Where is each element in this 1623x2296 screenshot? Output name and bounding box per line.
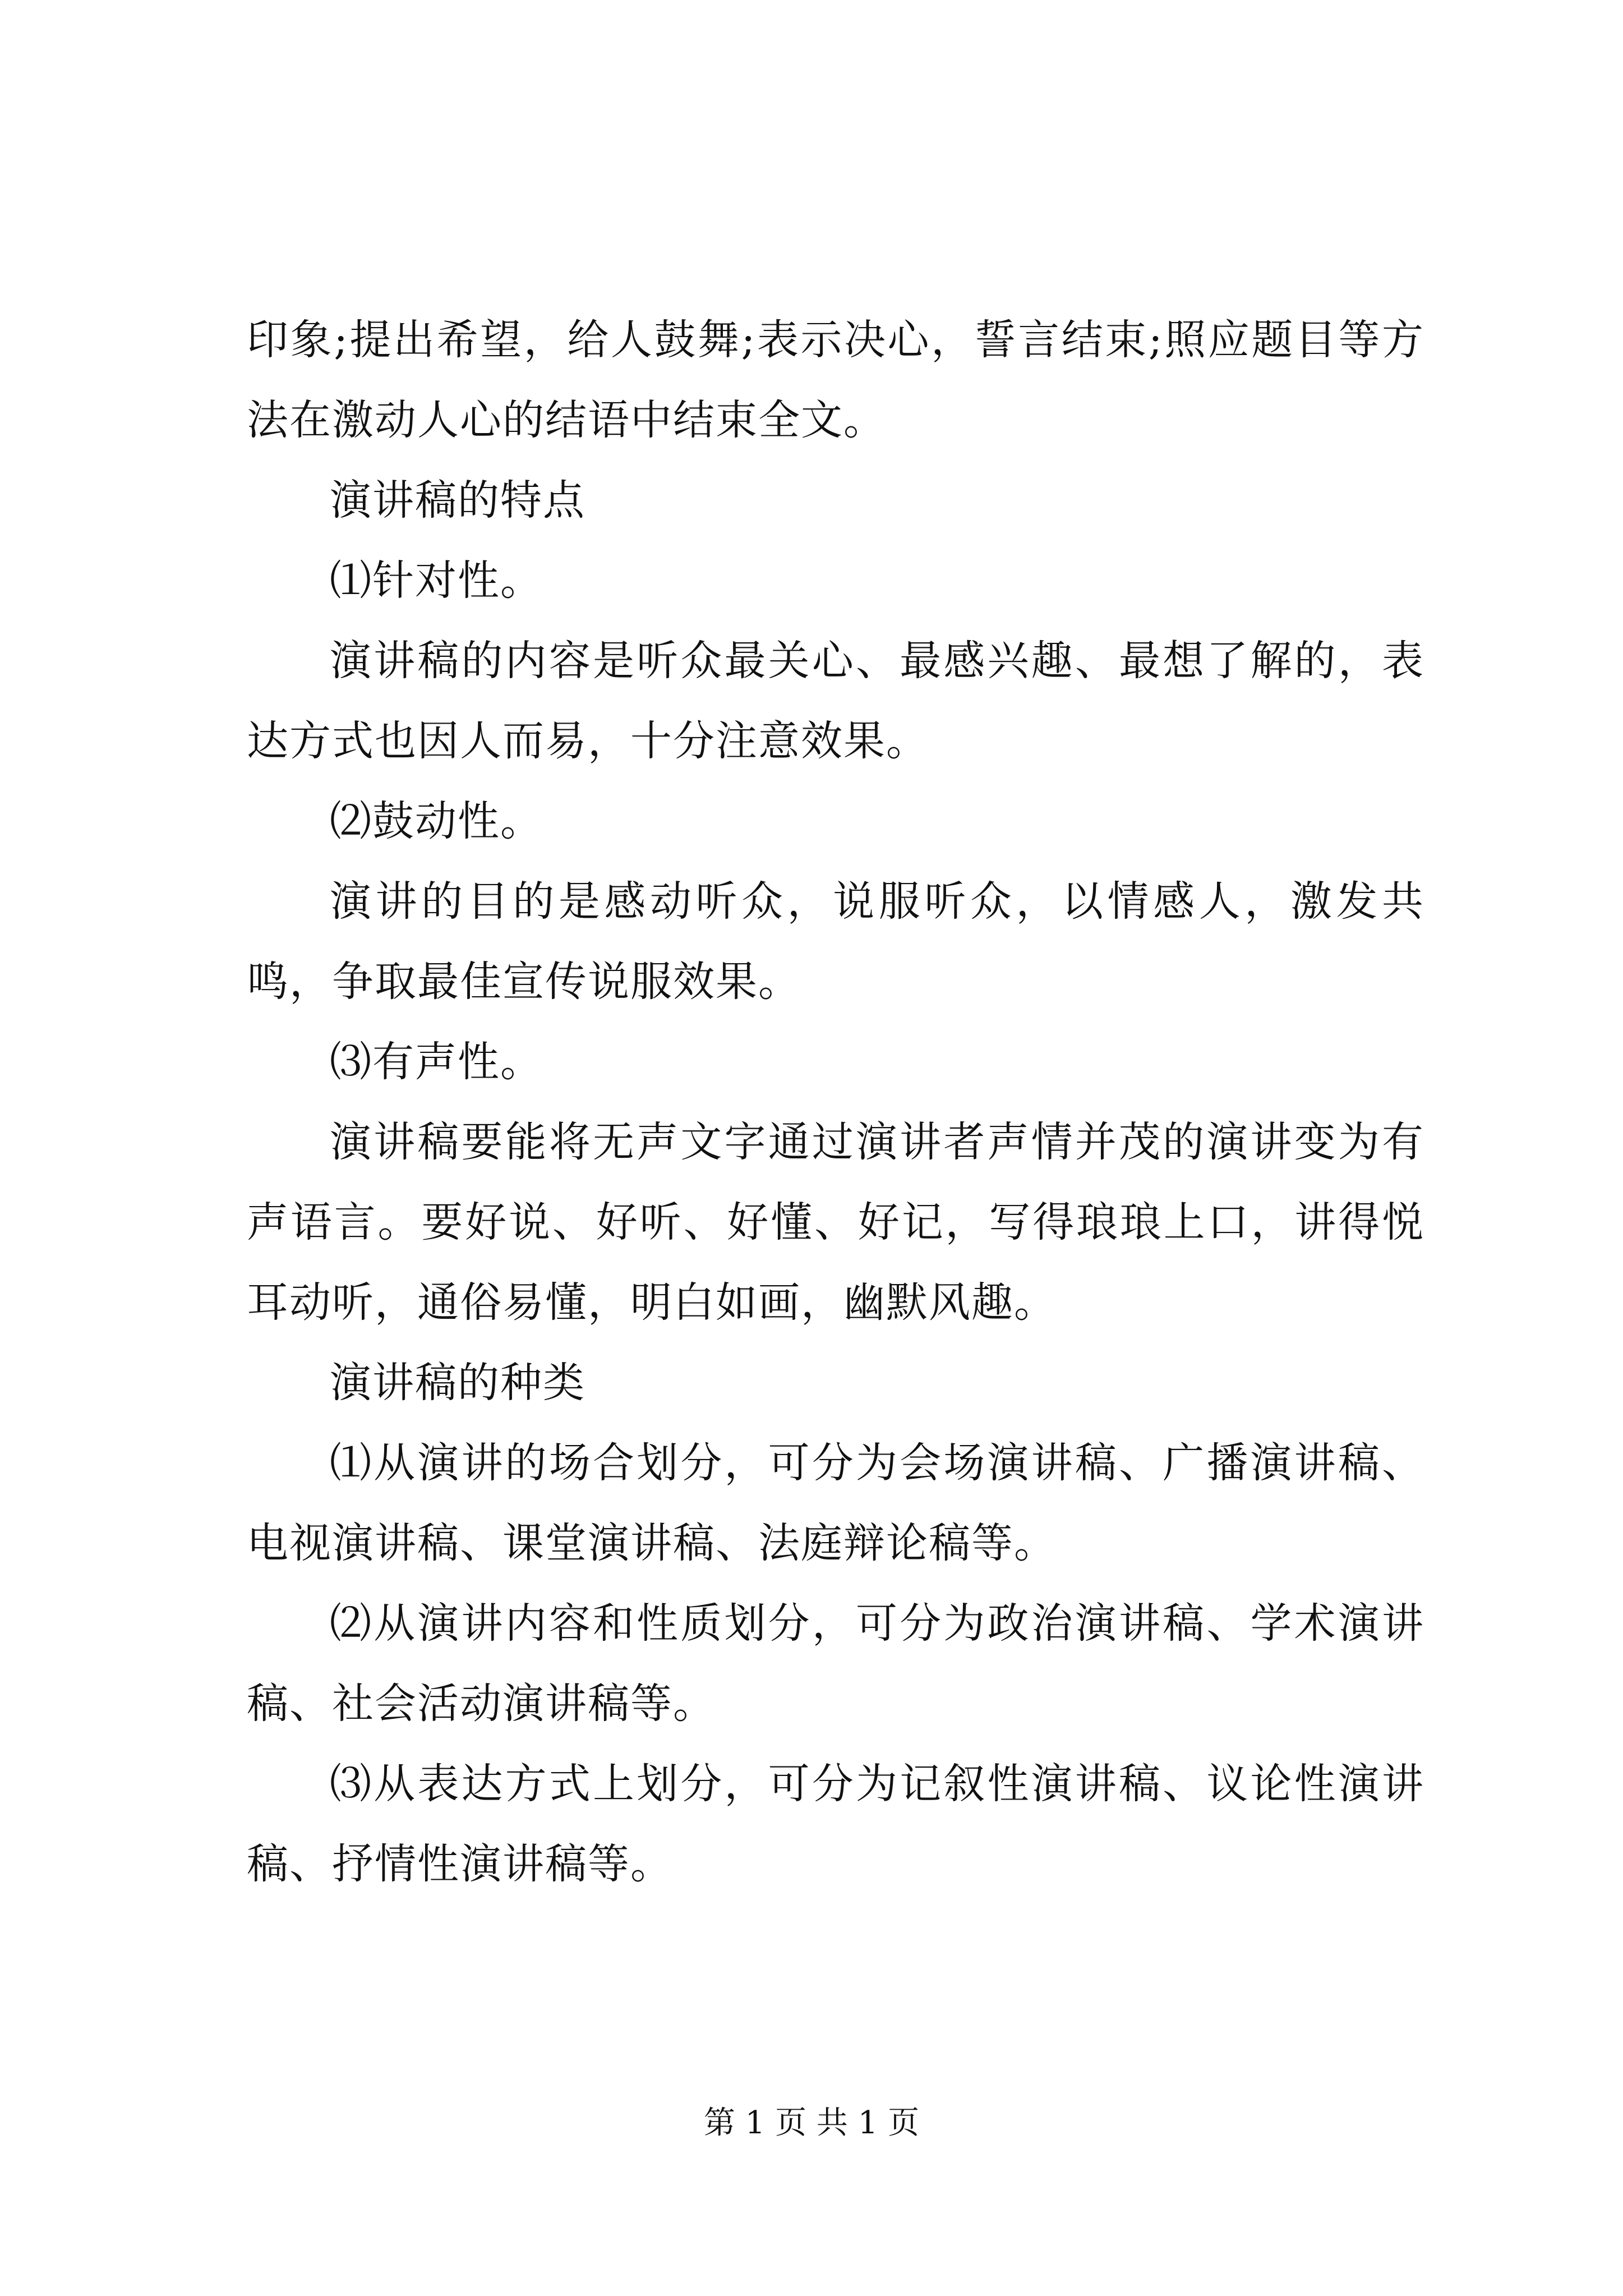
paragraph-3: ⑴针对性。 [330, 556, 543, 605]
section-heading-types: 演讲稿的种类 [330, 1359, 585, 1407]
section-heading-features: 演讲稿的特点 [330, 476, 585, 524]
paragraph-7: ⑶有声性。 [330, 1038, 543, 1086]
document-body [247, 300, 1424, 1904]
paragraph-4: 演讲稿的内容是听众最关心、最感兴趣、最想了解的，表达方式也因人而易，十分注意效果。 [247, 637, 1424, 765]
paragraph-5: ⑵鼓动性。 [330, 797, 543, 845]
paragraph-1: 印象;提出希望，给人鼓舞;表示决心，誓言结束;照应题目等方法在激动人心的结语中结束全文。 [247, 316, 1424, 444]
paragraph-6: 演讲的目的是感动听众，说服听众，以情感人，激发共鸣，争取最佳宣传说服效果。 [247, 877, 1424, 1006]
paragraph-11: ⑵从演讲内容和性质划分，可分为政治演讲稿、学术演讲稿、社会活动演讲稿等。 [247, 1599, 1424, 1728]
paragraph-10: ⑴从演讲的场合划分，可分为会场演讲稿、广播演讲稿、电视演讲稿、课堂演讲稿、法庭辩论稿等。 [247, 1439, 1424, 1567]
paragraph-8: 演讲稿要能将无声文字通过演讲者声情并茂的演讲变为有声语言。要好说、好听、好懂、好记，写得琅琅上口，讲得悦耳动听，通俗易懂，明白如画，幽默风趣。 [247, 1118, 1424, 1327]
page-number-footer: 第 1 页 共 1 页 [703, 2105, 920, 2141]
paragraph-12: ⑶从表达方式上划分，可分为记叙性演讲稿、议论性演讲稿、抒情性演讲稿等。 [247, 1760, 1424, 1888]
